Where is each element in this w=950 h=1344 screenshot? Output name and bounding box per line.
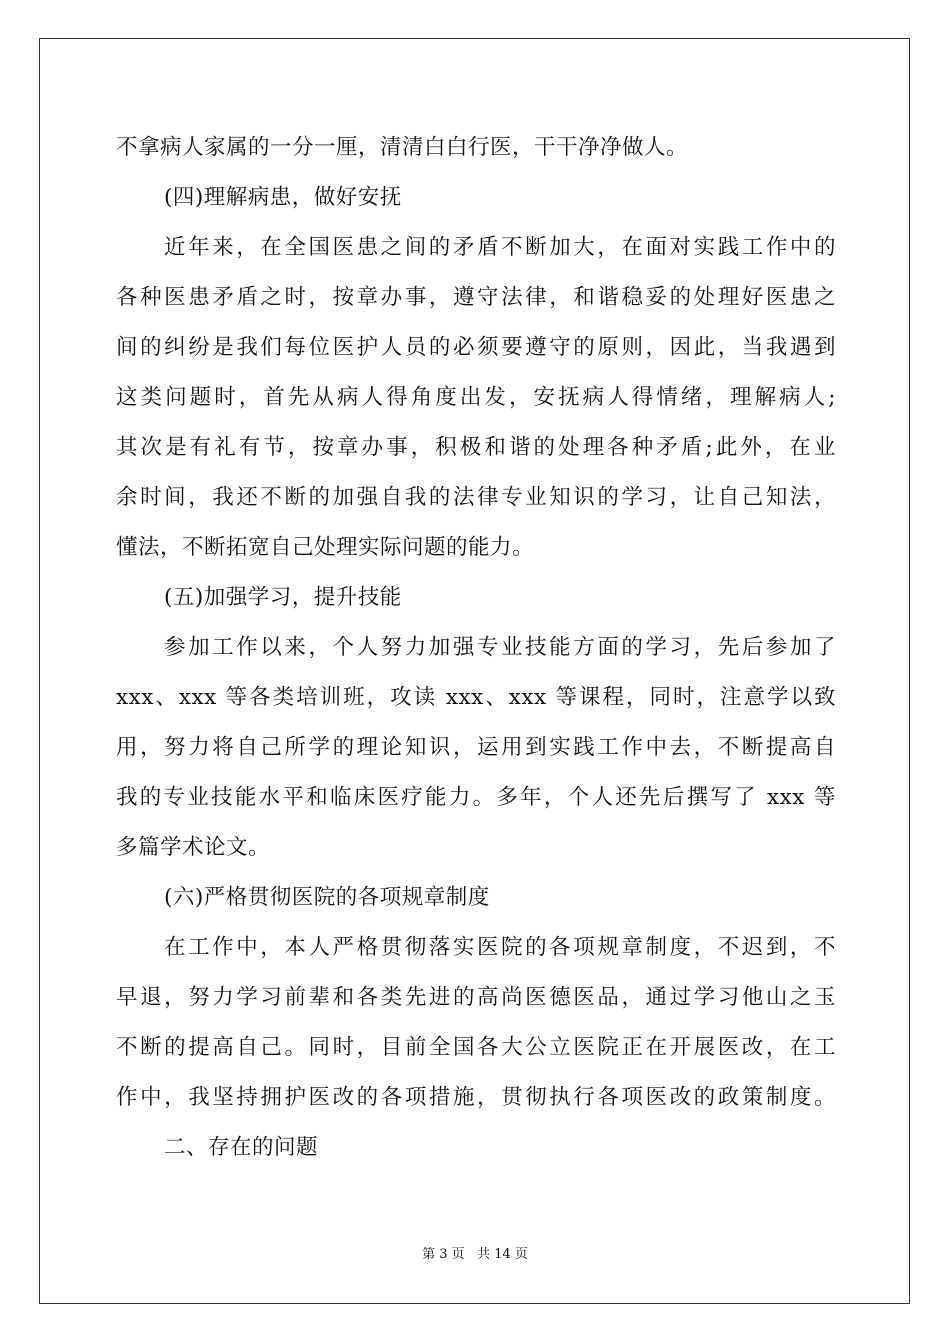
text-line: 间的纠纷是我们每位医护人员的必须要遵守的原则，因此，当我遇到 bbox=[116, 335, 836, 360]
text-line: 余时间，我还不断的加强自我的法律专业知识的学习，让自己知法， bbox=[116, 485, 836, 510]
page-total: 共 14 页 bbox=[477, 1247, 528, 1262]
text-line: 多篇学术论文。 bbox=[116, 835, 271, 860]
text-line: 不拿病人家属的一分一厘，清清白白行医，干干净净做人。 bbox=[116, 135, 689, 160]
section-heading: (六)严格贯彻医院的各项规章制度 bbox=[164, 885, 490, 910]
text-line: 不断的提高自己。同时，目前全国各大公立医院正在开展医改，在工 bbox=[116, 1035, 836, 1060]
text-line: 早退，努力学习前辈和各类先进的高尚医德医品，通过学习他山之玉 bbox=[116, 985, 836, 1010]
text-line: 作中，我坚持拥护医改的各项措施，贯彻执行各项医改的政策制度。 bbox=[116, 1085, 836, 1110]
text-line: 其次是有礼有节，按章办事，积极和谐的处理各种矛盾;此外，在业 bbox=[116, 435, 836, 460]
text-line: 近年来，在全国医患之间的矛盾不断加大，在面对实践工作中的 bbox=[164, 235, 836, 260]
text-line: 这类问题时，首先从病人得角度出发，安抚病人得情绪，理解病人; bbox=[116, 385, 836, 410]
text-line: 参加工作以来，个人努力加强专业技能方面的学习，先后参加了 bbox=[164, 635, 836, 660]
page-number: 第 3 页 bbox=[422, 1247, 465, 1262]
text-line: 在工作中，本人严格贯彻落实医院的各项规章制度，不迟到，不 bbox=[164, 935, 836, 960]
text-line: 各种医患矛盾之时，按章办事，遵守法律，和谐稳妥的处理好医患之 bbox=[116, 285, 836, 310]
text-line: 用，努力将自己所学的理论知识，运用到实践工作中去，不断提高自 bbox=[116, 735, 836, 760]
section-heading: (四)理解病患，做好安抚 bbox=[164, 185, 402, 210]
page-footer bbox=[0, 1245, 950, 1265]
text-line: 懂法，不断拓宽自己处理实际问题的能力。 bbox=[116, 535, 535, 560]
text-line: 我的专业技能水平和临床医疗能力。多年，个人还先后撰写了 xxx 等 bbox=[116, 785, 836, 810]
section-heading: 二、存在的问题 bbox=[164, 1135, 319, 1160]
section-heading: (五)加强学习，提升技能 bbox=[164, 585, 402, 610]
text-line: xxx、xxx 等各类培训班，攻读 xxx、xxx 等课程，同时，注意学以致 bbox=[116, 685, 836, 710]
